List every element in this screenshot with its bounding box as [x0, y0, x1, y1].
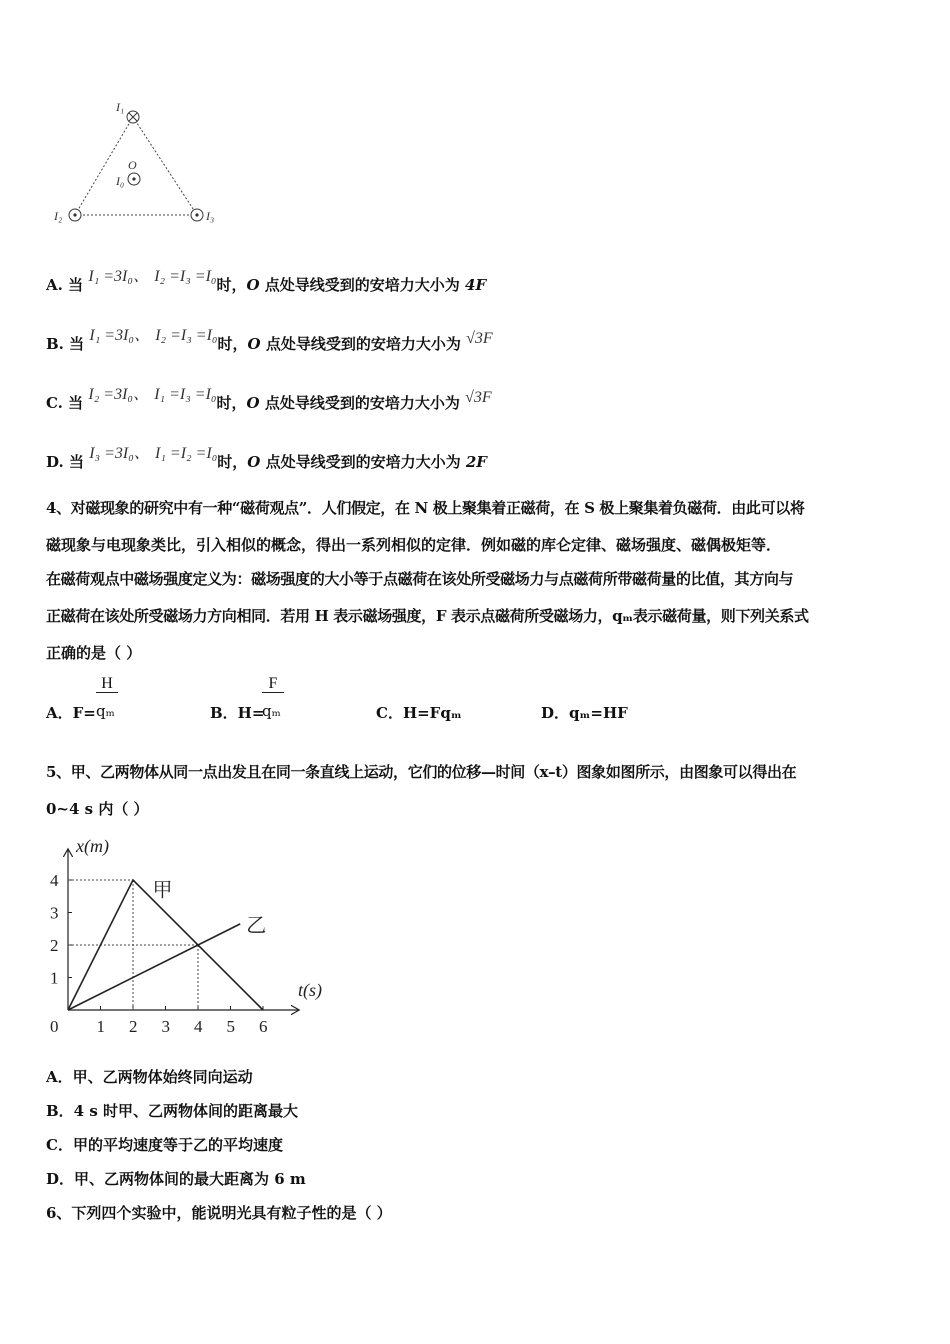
- q3-option-a[interactable]: [46, 268, 487, 295]
- label-i1: I₁: [116, 100, 125, 114]
- current-into-page-icon: [127, 111, 139, 123]
- q4-option-c[interactable]: C．H=Fqₘ: [376, 704, 462, 722]
- q5-line-2: 0~4 s 内（ ）: [46, 800, 149, 818]
- q3-option-c[interactable]: [46, 386, 492, 413]
- q3-option-b[interactable]: [46, 327, 493, 354]
- q5-option-c[interactable]: C．甲的平均速度等于乙的平均速度: [46, 1136, 283, 1154]
- series-line-yi: [68, 924, 240, 1010]
- option-mid: 时，: [217, 453, 248, 471]
- option-post: 点处导线受到的安培力大小为: [264, 394, 460, 412]
- option-label: A．F=: [46, 704, 96, 722]
- q5-option-a[interactable]: A．甲、乙两物体始终同向运动: [46, 1068, 253, 1086]
- condition-1: I₂ =3I₀、: [88, 386, 149, 403]
- option-pre: 当: [68, 276, 84, 294]
- point-o: O: [246, 394, 260, 412]
- series-name-label: 甲: [152, 877, 173, 902]
- condition-1: I₁ =3I₀、: [88, 268, 149, 285]
- condition-1: I₃ =3I₀、: [89, 445, 150, 462]
- option-post: 点处导线受到的安培力大小为: [264, 276, 460, 294]
- label-i3: I₃: [206, 209, 215, 223]
- x-tick-label: 2: [129, 1017, 138, 1036]
- x-axis-label: t(s): [298, 980, 322, 1000]
- option-label: B．H=: [210, 704, 265, 722]
- fraction-denominator: qₘ: [96, 702, 115, 720]
- x-tick-label: 3: [161, 1017, 170, 1036]
- option-pre: 当: [69, 335, 85, 353]
- q4-option-d[interactable]: D．qₘ=HF: [541, 704, 628, 722]
- xt-chart: [40, 828, 350, 1043]
- q5-option-d[interactable]: D．甲、乙两物体间的最大距离为 6 m: [46, 1170, 306, 1188]
- option-letter: C.: [46, 394, 63, 412]
- x-tick-label: 1: [96, 1017, 105, 1036]
- option-answer: 2F: [465, 453, 487, 471]
- label-i2: I₂: [54, 209, 63, 223]
- y-axis-label: x(m): [76, 836, 109, 856]
- q5-line-1: 5、甲、乙两物体从同一点出发且在同一条直线上运动，它们的位移—时间（x–t）图象如图所示，由图象可以得出在: [46, 763, 797, 781]
- q4-line-5: 正确的是（ ）: [46, 644, 142, 662]
- option-mid: 时，: [217, 335, 248, 353]
- option-answer: √3F: [465, 389, 492, 406]
- option-letter: A.: [46, 276, 63, 294]
- current-out-of-page-icon-right: [191, 209, 203, 221]
- fraction-numerator: H: [96, 676, 118, 693]
- fraction-numerator: F: [262, 676, 284, 693]
- option-letter: D.: [46, 453, 64, 471]
- point-o: O: [246, 276, 260, 294]
- condition-2: I₁ =I₂ =I₀: [155, 445, 218, 462]
- y-tick-label: 3: [50, 903, 59, 923]
- label-o: O: [128, 158, 137, 172]
- series-name-label: 乙: [246, 912, 267, 937]
- option-mid: 时，: [216, 394, 247, 412]
- triangle-current-figure: [40, 95, 230, 230]
- condition-2: I₂ =I₃ =I₀: [155, 327, 218, 344]
- q4-line-1: 4、对磁现象的研究中有一种“磁荷观点”．人们假定，在 N 极上聚集着正磁荷，在 S 极上聚集着负磁荷．由此可以将: [46, 499, 805, 517]
- option-post: 点处导线受到的安培力大小为: [265, 453, 461, 471]
- q4-line-2: 磁现象与电现象类比，引入相似的概念，得出一系列相似的定律．例如磁的库仑定律、磁场强度、磁偶极矩等．: [46, 536, 782, 554]
- option-answer: 4F: [465, 276, 487, 294]
- triangle-side-left: [75, 117, 133, 215]
- option-answer: √3F: [466, 330, 493, 347]
- q6-line-1: 6、下列四个实验中，能说明光具有粒子性的是（ ）: [46, 1204, 392, 1222]
- q3-option-d[interactable]: [46, 445, 487, 472]
- condition-1: I₁ =3I₀、: [89, 327, 150, 344]
- current-out-of-page-icon-left: [69, 209, 81, 221]
- option-pre: 当: [68, 453, 84, 471]
- q5-option-b[interactable]: B．4 s 时甲、乙两物体间的距离最大: [46, 1102, 299, 1120]
- option-mid: 时，: [216, 276, 247, 294]
- point-o: O: [247, 335, 261, 353]
- q4-line-4: 正磁荷在该处所受磁场力方向相同．若用 H 表示磁场强度，F 表示点磁荷所受磁场力，qₘ表示磁荷量，则下列关系式: [46, 607, 809, 625]
- x-tick-label: 5: [226, 1017, 235, 1036]
- x-tick-label: 6: [259, 1017, 268, 1036]
- x-tick-label: 4: [194, 1017, 203, 1036]
- y-tick-label: 4: [50, 871, 59, 890]
- y-tick-label: 2: [50, 936, 59, 955]
- label-i0: I₀: [116, 174, 125, 188]
- fraction-denominator: qₘ: [262, 702, 281, 720]
- option-letter: B.: [46, 335, 64, 353]
- y-tick-label: 1: [50, 968, 59, 988]
- current-out-of-page-icon-center: [128, 173, 140, 185]
- option-post: 点处导线受到的安培力大小为: [265, 335, 461, 353]
- option-pre: 当: [68, 394, 84, 412]
- point-o: O: [247, 453, 261, 471]
- q4-line-3: 在磁荷观点中磁场强度定义为：磁场强度的大小等于点磁荷在该处所受磁场力与点磁荷所带磁荷量的比值，其方向与: [46, 570, 794, 588]
- origin-label: 0: [50, 1017, 59, 1036]
- triangle-side-right: [133, 117, 197, 215]
- condition-2: I₂ =I₃ =I₀: [154, 268, 217, 285]
- condition-2: I₁ =I₃ =I₀: [154, 386, 217, 403]
